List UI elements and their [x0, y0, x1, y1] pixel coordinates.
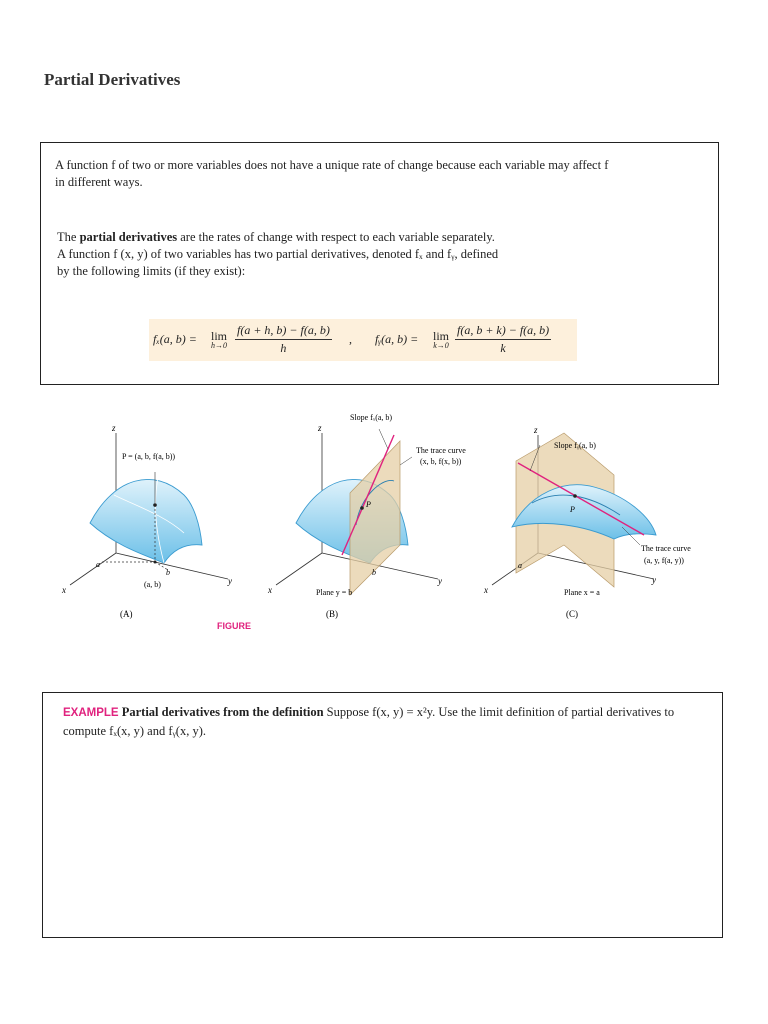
fx-lim-text: lim [211, 329, 228, 343]
figure-caption: FIGURE [217, 621, 252, 631]
example-text [63, 703, 703, 740]
y-axis-label-c: y [652, 575, 656, 585]
fx-denominator: h [280, 341, 287, 355]
definition-body [57, 229, 657, 280]
definition-line-3: by the following limits (if they exist): [57, 264, 246, 278]
fx-lhs: fₓ(a, b) = [153, 332, 197, 346]
x-axis-label-b: x [268, 585, 272, 595]
panel-a-label: (A) [120, 609, 133, 619]
y-axis-label-b: y [438, 576, 442, 586]
figure-panel-a [61, 423, 232, 619]
formula-separator: , [349, 332, 352, 346]
plane-label-c: Plane x = a [564, 588, 600, 597]
surface-a [90, 479, 202, 563]
fy-numerator: f(a, b + k) − f(a, b) [455, 323, 551, 340]
example-tag: EXAMPLE [63, 707, 119, 719]
fy-lim-text: lim [433, 329, 450, 343]
point-label-a: P = (a, b, f(a, b)) [122, 452, 176, 461]
definition-line-1 [57, 229, 657, 246]
fy-denominator: k [500, 341, 506, 355]
fx-fraction [235, 323, 332, 356]
b-label-b: b [372, 568, 376, 577]
trace-title-b: The trace curve [416, 446, 466, 455]
point-label-c: P [570, 505, 575, 514]
figure-panel-b [267, 413, 466, 619]
fy-fraction [455, 323, 551, 356]
intro-line-2: in different ways. [55, 175, 143, 189]
fy-lim-sub: k→0 [433, 341, 449, 350]
a-label-a: a [96, 560, 100, 569]
x-axis-label-a: x [62, 585, 66, 595]
fx-numerator: f(a + h, b) − f(a, b) [235, 323, 332, 340]
fx-lim-sub: h→0 [211, 341, 227, 350]
point-label-b: P [366, 500, 371, 509]
z-axis-label-c: z [534, 425, 538, 435]
slope-label-b: Slope fₓ(a, b) [350, 413, 393, 422]
z-axis-label-a: z [112, 423, 116, 433]
base-point-label-a: (a, b) [144, 580, 161, 589]
figure-panel-c [483, 425, 691, 619]
definition-box [40, 142, 719, 385]
line1-prefix: The [57, 230, 80, 244]
plane-label-b: Plane y = b [316, 588, 353, 597]
example-line-2: compute fₓ(x, y) and fᵧ(x, y). [63, 724, 207, 738]
definition-intro [55, 157, 655, 191]
example-line-1: Suppose f(x, y) = x²y. Use the limit definition of partial derivatives to [326, 705, 675, 719]
trace-title-c: The trace curve [641, 544, 691, 553]
b-label-a: b [166, 568, 170, 577]
slope-label-c: Slope fᵧ(a, b) [554, 441, 596, 450]
trace-eq-b: (x, b, f(x, b)) [420, 457, 462, 466]
partial-derivative-figures [54, 405, 694, 635]
example-box [42, 692, 723, 938]
limit-formula [149, 319, 577, 361]
line1-suffix: are the rates of change with respect to each variable separately. [177, 230, 495, 244]
partial-derivatives-term: partial derivatives [79, 230, 178, 244]
intro-line-1: A function f of two or more variables does not have a unique rate of change because each variable may affect f [55, 158, 609, 172]
fx-limit [211, 329, 227, 350]
y-axis-label-a: y [228, 576, 232, 586]
fy-limit [433, 329, 449, 350]
z-axis-label-b: z [318, 423, 322, 433]
fy-lhs: fᵧ(a, b) = [375, 332, 419, 346]
x-axis-label-c: x [484, 585, 488, 595]
trace-eq-c: (a, y, f(a, y)) [644, 556, 684, 565]
page-title: Partial Derivatives [44, 70, 181, 89]
panel-b-label: (B) [326, 609, 338, 619]
example-title: Partial derivatives from the definition [121, 705, 324, 719]
a-label-c: a [518, 561, 522, 570]
panel-c-label: (C) [566, 609, 578, 619]
definition-line-2: A function f (x, y) of two variables has two partial derivatives, denoted fₓ and fᵧ, defined [57, 247, 499, 261]
